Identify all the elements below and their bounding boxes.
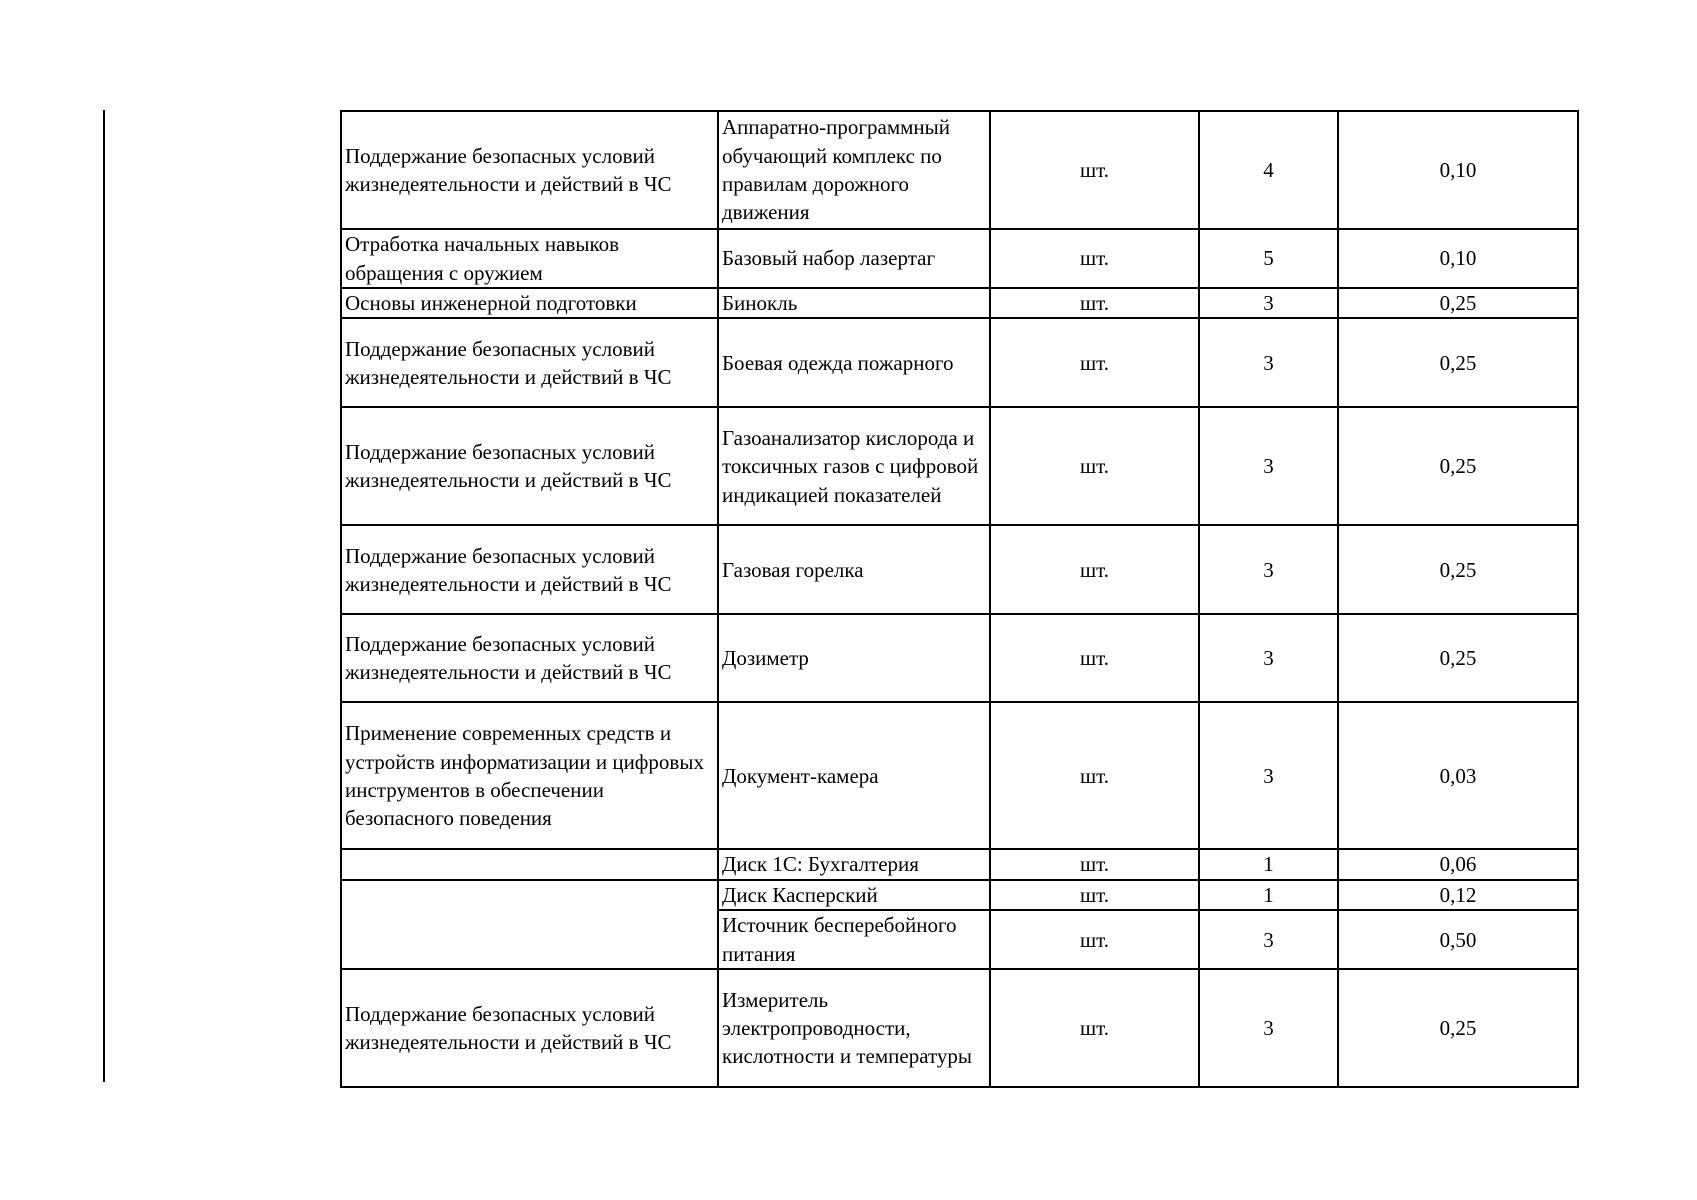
equipment-name-cell: Дозиметр bbox=[718, 614, 990, 702]
table-row bbox=[341, 525, 1578, 614]
table-row bbox=[341, 849, 1578, 879]
activity-cell: Поддержание безопасных условий жизнедеятельности и действий в ЧС bbox=[341, 614, 718, 702]
quantity-cell: 3 bbox=[1199, 702, 1338, 849]
ratio-cell: 0,25 bbox=[1338, 407, 1578, 525]
activity-cell bbox=[341, 880, 718, 969]
unit-cell: шт. bbox=[990, 318, 1199, 407]
quantity-cell: 3 bbox=[1199, 288, 1338, 318]
ratio-cell: 0,25 bbox=[1338, 288, 1578, 318]
quantity-cell: 3 bbox=[1199, 407, 1338, 525]
ratio-cell: 0,50 bbox=[1338, 910, 1578, 969]
quantity-cell: 1 bbox=[1199, 880, 1338, 910]
activity-cell: Поддержание безопасных условий жизнедеятельности и действий в ЧС bbox=[341, 111, 718, 229]
ratio-cell: 0,12 bbox=[1338, 880, 1578, 910]
quantity-cell: 1 bbox=[1199, 849, 1338, 879]
table-row bbox=[341, 318, 1578, 407]
activity-cell: Поддержание безопасных условий жизнедеятельности и действий в ЧС bbox=[341, 525, 718, 614]
page-margin-line bbox=[103, 110, 105, 1082]
equipment-name-cell: Документ-камера bbox=[718, 702, 990, 849]
table-row bbox=[341, 229, 1578, 288]
quantity-cell: 4 bbox=[1199, 111, 1338, 229]
ratio-cell: 0,25 bbox=[1338, 614, 1578, 702]
quantity-cell: 3 bbox=[1199, 969, 1338, 1087]
activity-cell: Поддержание безопасных условий жизнедеятельности и действий в ЧС bbox=[341, 969, 718, 1087]
equipment-name-cell: Бинокль bbox=[718, 288, 990, 318]
activity-cell: Отработка начальных навыков обращения с оружием bbox=[341, 229, 718, 288]
equipment-name-cell: Аппаратно-программный обучающий комплекс по правилам дорожного движения bbox=[718, 111, 990, 229]
unit-cell: шт. bbox=[990, 880, 1199, 910]
unit-cell: шт. bbox=[990, 910, 1199, 969]
ratio-cell: 0,25 bbox=[1338, 525, 1578, 614]
unit-cell: шт. bbox=[990, 849, 1199, 879]
table-row bbox=[341, 407, 1578, 525]
unit-cell: шт. bbox=[990, 525, 1199, 614]
table-row bbox=[341, 880, 1578, 910]
ratio-cell: 0,06 bbox=[1338, 849, 1578, 879]
table-row bbox=[341, 702, 1578, 849]
table-row bbox=[341, 969, 1578, 1087]
table-row bbox=[341, 111, 1578, 229]
activity-cell: Применение современных средств и устройств информатизации и цифровых инструментов в обеспечении безопасного поведения bbox=[341, 702, 718, 849]
equipment-name-cell: Диск 1С: Бухгалтерия bbox=[718, 849, 990, 879]
unit-cell: шт. bbox=[990, 229, 1199, 288]
ratio-cell: 0,10 bbox=[1338, 111, 1578, 229]
quantity-cell: 3 bbox=[1199, 318, 1338, 407]
ratio-cell: 0,10 bbox=[1338, 229, 1578, 288]
unit-cell: шт. bbox=[990, 702, 1199, 849]
unit-cell: шт. bbox=[990, 111, 1199, 229]
quantity-cell: 5 bbox=[1199, 229, 1338, 288]
equipment-name-cell: Базовый набор лазертаг bbox=[718, 229, 990, 288]
unit-cell: шт. bbox=[990, 969, 1199, 1087]
ratio-cell: 0,25 bbox=[1338, 318, 1578, 407]
unit-cell: шт. bbox=[990, 288, 1199, 318]
equipment-name-cell: Газоанализатор кислорода и токсичных газов с цифровой индикацией показателей bbox=[718, 407, 990, 525]
ratio-cell: 0,03 bbox=[1338, 702, 1578, 849]
equipment-name-cell: Боевая одежда пожарного bbox=[718, 318, 990, 407]
quantity-cell: 3 bbox=[1199, 614, 1338, 702]
activity-cell: Поддержание безопасных условий жизнедеятельности и действий в ЧС bbox=[341, 318, 718, 407]
unit-cell: шт. bbox=[990, 407, 1199, 525]
quantity-cell: 3 bbox=[1199, 910, 1338, 969]
table-row bbox=[341, 614, 1578, 702]
ratio-cell: 0,25 bbox=[1338, 969, 1578, 1087]
quantity-cell: 3 bbox=[1199, 525, 1338, 614]
activity-cell bbox=[341, 849, 718, 879]
equipment-name-cell: Источник бесперебойного питания bbox=[718, 910, 990, 969]
activity-cell: Поддержание безопасных условий жизнедеятельности и действий в ЧС bbox=[341, 407, 718, 525]
table-row bbox=[341, 288, 1578, 318]
equipment-name-cell: Диск Касперский bbox=[718, 880, 990, 910]
equipment-name-cell: Газовая горелка bbox=[718, 525, 990, 614]
equipment-table bbox=[340, 110, 1579, 1088]
activity-cell: Основы инженерной подготовки bbox=[341, 288, 718, 318]
unit-cell: шт. bbox=[990, 614, 1199, 702]
equipment-name-cell: Измеритель электропроводности, кислотности и температуры bbox=[718, 969, 990, 1087]
